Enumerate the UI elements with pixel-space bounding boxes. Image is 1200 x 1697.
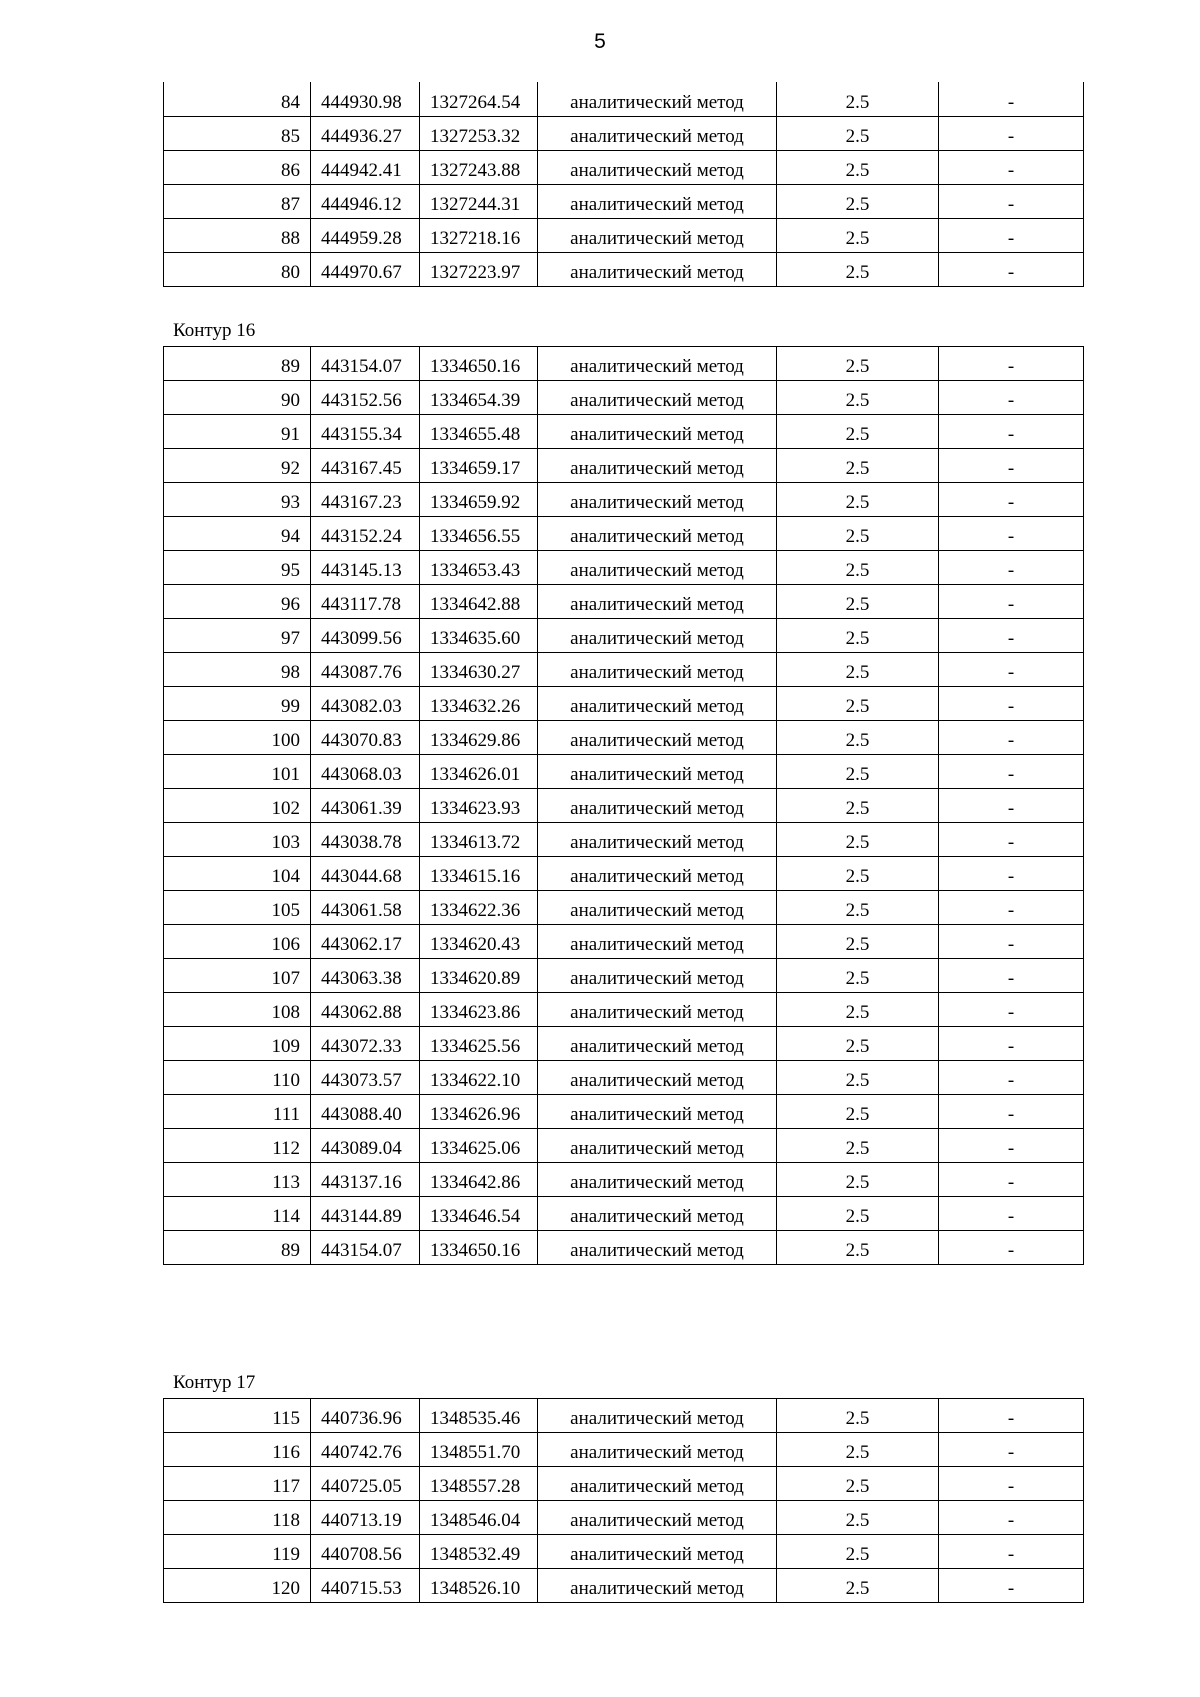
contour-label: Контур 16 [173,320,256,341]
y-coordinate-cell: 1334620.89 [420,959,538,993]
note-cell: - [939,381,1084,415]
y-coordinate-cell: 1327253.32 [420,116,538,150]
x-coordinate-cell: 440715.53 [311,1569,420,1603]
coordinates-table [163,1398,1084,1603]
table-row [164,891,1084,925]
y-coordinate-cell: 1348526.10 [420,1569,538,1603]
y-coordinate-cell: 1334630.27 [420,653,538,687]
x-coordinate-cell: 440708.56 [311,1535,420,1569]
y-coordinate-cell: 1334626.96 [420,1095,538,1129]
point-number-cell: 103 [164,823,311,857]
table-row [164,585,1084,619]
method-cell: аналитический метод [538,891,777,925]
x-coordinate-cell: 443063.38 [311,959,420,993]
point-number-cell: 102 [164,789,311,823]
table-row [164,415,1084,449]
note-cell: - [939,347,1084,381]
table-row [164,551,1084,585]
accuracy-cell: 2.5 [777,82,939,116]
point-number-cell: 86 [164,150,311,184]
note-cell: - [939,891,1084,925]
y-coordinate-cell: 1327223.97 [420,252,538,286]
accuracy-cell: 2.5 [777,1129,939,1163]
y-coordinate-cell: 1334659.92 [420,483,538,517]
note-cell: - [939,823,1084,857]
method-cell: аналитический метод [538,415,777,449]
note-cell: - [939,925,1084,959]
y-coordinate-cell: 1334653.43 [420,551,538,585]
accuracy-cell: 2.5 [777,1095,939,1129]
x-coordinate-cell: 444930.98 [311,82,420,116]
contour-16-block [163,309,1083,1265]
table-row [164,1467,1084,1501]
method-cell: аналитический метод [538,184,777,218]
accuracy-cell: 2.5 [777,993,939,1027]
y-coordinate-cell: 1334622.36 [420,891,538,925]
x-coordinate-cell: 444936.27 [311,116,420,150]
y-coordinate-cell: 1334613.72 [420,823,538,857]
method-cell: аналитический метод [538,381,777,415]
y-coordinate-cell: 1348532.49 [420,1535,538,1569]
note-cell: - [939,755,1084,789]
x-coordinate-cell: 443070.83 [311,721,420,755]
accuracy-cell: 2.5 [777,585,939,619]
point-number-cell: 113 [164,1163,311,1197]
accuracy-cell: 2.5 [777,721,939,755]
x-coordinate-cell: 440713.19 [311,1501,420,1535]
point-number-cell: 97 [164,619,311,653]
note-cell: - [939,687,1084,721]
y-coordinate-cell: 1334656.55 [420,517,538,551]
note-cell: - [939,1095,1084,1129]
y-coordinate-cell: 1334615.16 [420,857,538,891]
note-cell: - [939,1197,1084,1231]
table-row [164,1197,1084,1231]
y-coordinate-cell: 1334625.56 [420,1027,538,1061]
x-coordinate-cell: 444970.67 [311,252,420,286]
point-number-cell: 89 [164,347,311,381]
note-cell: - [939,116,1084,150]
y-coordinate-cell: 1334650.16 [420,347,538,381]
point-number-cell: 100 [164,721,311,755]
note-cell: - [939,551,1084,585]
accuracy-cell: 2.5 [777,1399,939,1433]
point-number-cell: 105 [164,891,311,925]
note-cell: - [939,1467,1084,1501]
point-number-cell: 89 [164,1231,311,1265]
note-cell: - [939,653,1084,687]
table-row [164,1569,1084,1603]
table-row [164,925,1084,959]
method-cell: аналитический метод [538,517,777,551]
note-cell: - [939,721,1084,755]
table-row [164,823,1084,857]
method-cell: аналитический метод [538,857,777,891]
y-coordinate-cell: 1334623.86 [420,993,538,1027]
method-cell: аналитический метод [538,687,777,721]
note-cell: - [939,959,1084,993]
y-coordinate-cell: 1334632.26 [420,687,538,721]
method-cell: аналитический метод [538,1027,777,1061]
x-coordinate-cell: 443068.03 [311,755,420,789]
method-cell: аналитический метод [538,653,777,687]
point-number-cell: 118 [164,1501,311,1535]
method-cell: аналитический метод [538,1467,777,1501]
note-cell: - [939,1433,1084,1467]
x-coordinate-cell: 443089.04 [311,1129,420,1163]
accuracy-cell: 2.5 [777,551,939,585]
table-row [164,116,1084,150]
x-coordinate-cell: 440742.76 [311,1433,420,1467]
point-number-cell: 99 [164,687,311,721]
note-cell: - [939,993,1084,1027]
accuracy-cell: 2.5 [777,517,939,551]
table-row [164,755,1084,789]
accuracy-cell: 2.5 [777,925,939,959]
note-cell: - [939,1231,1084,1265]
accuracy-cell: 2.5 [777,116,939,150]
y-coordinate-cell: 1334646.54 [420,1197,538,1231]
accuracy-cell: 2.5 [777,252,939,286]
method-cell: аналитический метод [538,585,777,619]
note-cell: - [939,1129,1084,1163]
table-row [164,483,1084,517]
method-cell: аналитический метод [538,347,777,381]
x-coordinate-cell: 444946.12 [311,184,420,218]
point-number-cell: 116 [164,1433,311,1467]
x-coordinate-cell: 443073.57 [311,1061,420,1095]
x-coordinate-cell: 443145.13 [311,551,420,585]
accuracy-cell: 2.5 [777,857,939,891]
page-number: 5 [594,30,606,53]
y-coordinate-cell: 1334620.43 [420,925,538,959]
note-cell: - [939,1399,1084,1433]
table-row [164,721,1084,755]
method-cell: аналитический метод [538,252,777,286]
point-number-cell: 90 [164,381,311,415]
x-coordinate-cell: 440725.05 [311,1467,420,1501]
y-coordinate-cell: 1334650.16 [420,1231,538,1265]
point-number-cell: 110 [164,1061,311,1095]
point-number-cell: 112 [164,1129,311,1163]
table-row [164,687,1084,721]
accuracy-cell: 2.5 [777,789,939,823]
method-cell: аналитический метод [538,925,777,959]
accuracy-cell: 2.5 [777,218,939,252]
x-coordinate-cell: 443061.58 [311,891,420,925]
y-coordinate-cell: 1334654.39 [420,381,538,415]
y-coordinate-cell: 1327243.88 [420,150,538,184]
method-cell: аналитический метод [538,721,777,755]
y-coordinate-cell: 1334625.06 [420,1129,538,1163]
table-continuation [163,82,1083,287]
point-number-cell: 85 [164,116,311,150]
method-cell: аналитический метод [538,755,777,789]
note-cell: - [939,449,1084,483]
table-row [164,381,1084,415]
point-number-cell: 96 [164,585,311,619]
point-number-cell: 109 [164,1027,311,1061]
x-coordinate-cell: 443117.78 [311,585,420,619]
note-cell: - [939,252,1084,286]
note-cell: - [939,1027,1084,1061]
method-cell: аналитический метод [538,150,777,184]
table-row [164,857,1084,891]
accuracy-cell: 2.5 [777,755,939,789]
method-cell: аналитический метод [538,1535,777,1569]
y-coordinate-cell: 1334635.60 [420,619,538,653]
point-number-cell: 119 [164,1535,311,1569]
note-cell: - [939,1163,1084,1197]
method-cell: аналитический метод [538,551,777,585]
point-number-cell: 101 [164,755,311,789]
x-coordinate-cell: 443044.68 [311,857,420,891]
method-cell: аналитический метод [538,993,777,1027]
note-cell: - [939,82,1084,116]
y-coordinate-cell: 1334626.01 [420,755,538,789]
y-coordinate-cell: 1348535.46 [420,1399,538,1433]
point-number-cell: 111 [164,1095,311,1129]
point-number-cell: 94 [164,517,311,551]
accuracy-cell: 2.5 [777,449,939,483]
y-coordinate-cell: 1334623.93 [420,789,538,823]
y-coordinate-cell: 1327264.54 [420,82,538,116]
y-coordinate-cell: 1334642.88 [420,585,538,619]
y-coordinate-cell: 1348546.04 [420,1501,538,1535]
table-row [164,1129,1084,1163]
x-coordinate-cell: 443087.76 [311,653,420,687]
accuracy-cell: 2.5 [777,959,939,993]
note-cell: - [939,789,1084,823]
x-coordinate-cell: 443152.56 [311,381,420,415]
table-row [164,150,1084,184]
table-row [164,1061,1084,1095]
point-number-cell: 115 [164,1399,311,1433]
x-coordinate-cell: 443152.24 [311,517,420,551]
accuracy-cell: 2.5 [777,1231,939,1265]
table-row [164,1501,1084,1535]
note-cell: - [939,415,1084,449]
accuracy-cell: 2.5 [777,1433,939,1467]
x-coordinate-cell: 444959.28 [311,218,420,252]
x-coordinate-cell: 443144.89 [311,1197,420,1231]
point-number-cell: 108 [164,993,311,1027]
accuracy-cell: 2.5 [777,653,939,687]
point-number-cell: 92 [164,449,311,483]
table-row [164,252,1084,286]
method-cell: аналитический метод [538,218,777,252]
point-number-cell: 80 [164,252,311,286]
note-cell: - [939,857,1084,891]
method-cell: аналитический метод [538,1231,777,1265]
table-row [164,218,1084,252]
accuracy-cell: 2.5 [777,381,939,415]
note-cell: - [939,1569,1084,1603]
x-coordinate-cell: 440736.96 [311,1399,420,1433]
note-cell: - [939,1535,1084,1569]
point-number-cell: 114 [164,1197,311,1231]
y-coordinate-cell: 1327218.16 [420,218,538,252]
method-cell: аналитический метод [538,1129,777,1163]
note-cell: - [939,483,1084,517]
table-row [164,1399,1084,1433]
method-cell: аналитический метод [538,1163,777,1197]
accuracy-cell: 2.5 [777,1061,939,1095]
x-coordinate-cell: 443099.56 [311,619,420,653]
x-coordinate-cell: 443072.33 [311,1027,420,1061]
method-cell: аналитический метод [538,116,777,150]
method-cell: аналитический метод [538,1569,777,1603]
table-row [164,82,1084,116]
table-row [164,517,1084,551]
method-cell: аналитический метод [538,789,777,823]
point-number-cell: 84 [164,82,311,116]
accuracy-cell: 2.5 [777,1535,939,1569]
note-cell: - [939,1061,1084,1095]
point-number-cell: 91 [164,415,311,449]
table-row [164,789,1084,823]
point-number-cell: 106 [164,925,311,959]
method-cell: аналитический метод [538,1433,777,1467]
table-row [164,619,1084,653]
contour-17-block [163,1361,1083,1603]
x-coordinate-cell: 443137.16 [311,1163,420,1197]
note-cell: - [939,1501,1084,1535]
x-coordinate-cell: 443061.39 [311,789,420,823]
coordinates-table [163,346,1084,1265]
method-cell: аналитический метод [538,1501,777,1535]
table-row [164,347,1084,381]
y-coordinate-cell: 1327244.31 [420,184,538,218]
method-cell: аналитический метод [538,1061,777,1095]
y-coordinate-cell: 1348551.70 [420,1433,538,1467]
x-coordinate-cell: 443154.07 [311,1231,420,1265]
y-coordinate-cell: 1334659.17 [420,449,538,483]
x-coordinate-cell: 443082.03 [311,687,420,721]
point-number-cell: 104 [164,857,311,891]
point-number-cell: 93 [164,483,311,517]
x-coordinate-cell: 443062.17 [311,925,420,959]
accuracy-cell: 2.5 [777,150,939,184]
note-cell: - [939,150,1084,184]
method-cell: аналитический метод [538,449,777,483]
method-cell: аналитический метод [538,823,777,857]
y-coordinate-cell: 1334629.86 [420,721,538,755]
x-coordinate-cell: 443038.78 [311,823,420,857]
note-cell: - [939,517,1084,551]
table-row [164,1095,1084,1129]
note-cell: - [939,585,1084,619]
table-row [164,449,1084,483]
y-coordinate-cell: 1334622.10 [420,1061,538,1095]
x-coordinate-cell: 443167.45 [311,449,420,483]
method-cell: аналитический метод [538,959,777,993]
table-row [164,1535,1084,1569]
accuracy-cell: 2.5 [777,891,939,925]
accuracy-cell: 2.5 [777,1467,939,1501]
point-number-cell: 95 [164,551,311,585]
method-cell: аналитический метод [538,483,777,517]
method-cell: аналитический метод [538,82,777,116]
x-coordinate-cell: 444942.41 [311,150,420,184]
coordinates-table [163,82,1084,287]
point-number-cell: 88 [164,218,311,252]
table-row [164,993,1084,1027]
method-cell: аналитический метод [538,619,777,653]
x-coordinate-cell: 443088.40 [311,1095,420,1129]
point-number-cell: 120 [164,1569,311,1603]
accuracy-cell: 2.5 [777,1569,939,1603]
accuracy-cell: 2.5 [777,347,939,381]
accuracy-cell: 2.5 [777,1163,939,1197]
accuracy-cell: 2.5 [777,619,939,653]
y-coordinate-cell: 1334642.86 [420,1163,538,1197]
method-cell: аналитический метод [538,1399,777,1433]
accuracy-cell: 2.5 [777,1197,939,1231]
y-coordinate-cell: 1348557.28 [420,1467,538,1501]
accuracy-cell: 2.5 [777,823,939,857]
accuracy-cell: 2.5 [777,415,939,449]
accuracy-cell: 2.5 [777,687,939,721]
note-cell: - [939,184,1084,218]
point-number-cell: 98 [164,653,311,687]
accuracy-cell: 2.5 [777,184,939,218]
y-coordinate-cell: 1334655.48 [420,415,538,449]
point-number-cell: 87 [164,184,311,218]
point-number-cell: 107 [164,959,311,993]
table-row [164,1433,1084,1467]
method-cell: аналитический метод [538,1197,777,1231]
method-cell: аналитический метод [538,1095,777,1129]
point-number-cell: 117 [164,1467,311,1501]
table-row [164,1163,1084,1197]
accuracy-cell: 2.5 [777,483,939,517]
table-row [164,1231,1084,1265]
accuracy-cell: 2.5 [777,1027,939,1061]
table-row [164,184,1084,218]
table-row [164,653,1084,687]
x-coordinate-cell: 443155.34 [311,415,420,449]
x-coordinate-cell: 443062.88 [311,993,420,1027]
table-row [164,1027,1084,1061]
table-row [164,959,1084,993]
accuracy-cell: 2.5 [777,1501,939,1535]
note-cell: - [939,619,1084,653]
note-cell: - [939,218,1084,252]
x-coordinate-cell: 443154.07 [311,347,420,381]
x-coordinate-cell: 443167.23 [311,483,420,517]
contour-label: Контур 17 [173,1372,256,1393]
